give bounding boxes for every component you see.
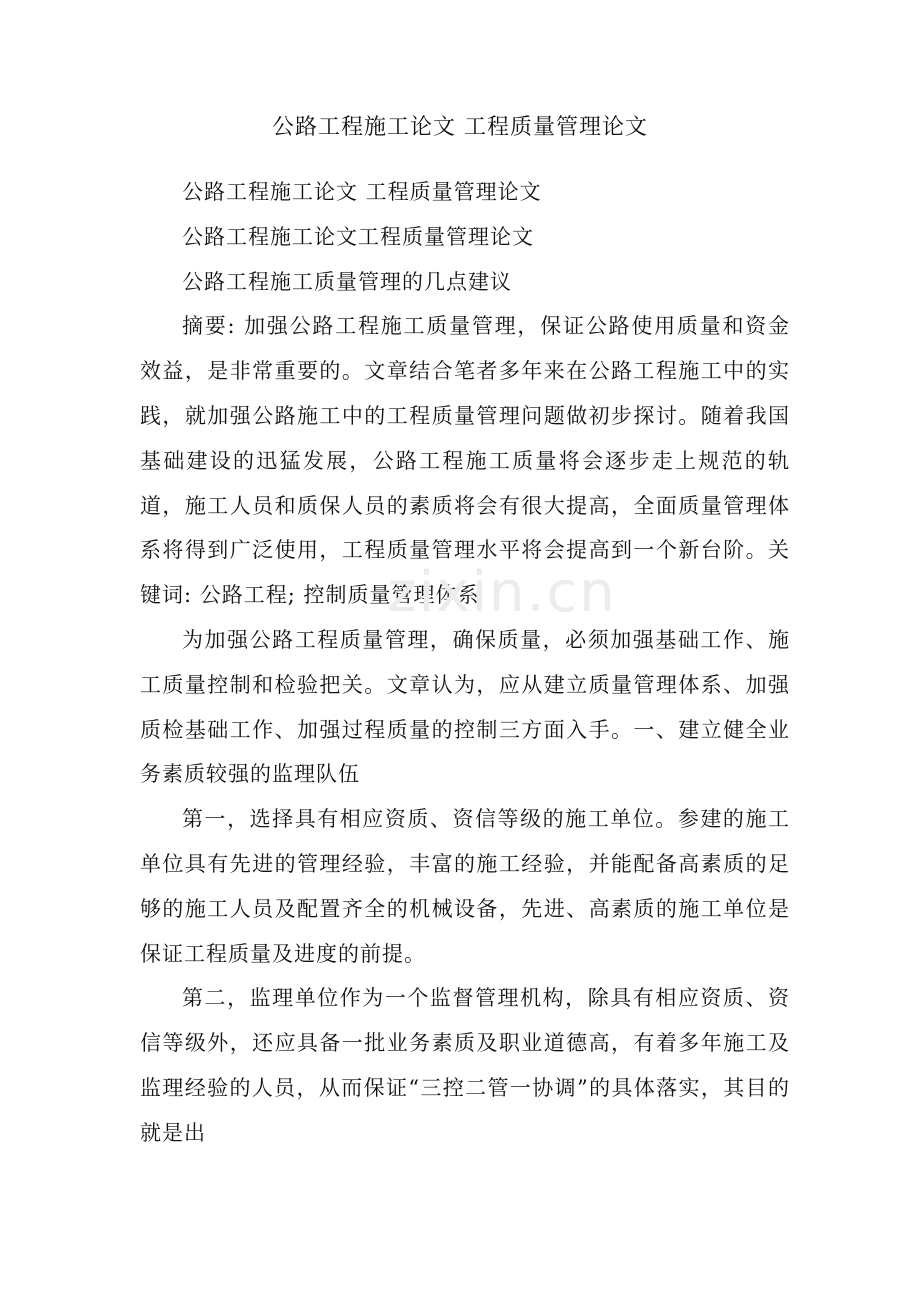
paragraph-3: 公路工程施工质量管理的几点建议 <box>182 269 512 294</box>
watermark: zixin.cn <box>387 560 617 625</box>
paragraph-5: 为加强公路工程质量管理，确保质量，必须加强基础工作、施工质量控制和检验把关。文章认为，应从建立质量管理体系、加强质检基础工作、加强过程质量的控制三方面入手。一、建立健全业务素质较强的监理队伍 <box>140 627 790 787</box>
paragraph-6: 第一，选择具有相应资质、资信等级的施工单位。参建的施工单位具有先进的管理经验，丰富的施工经验，并能配备高素质的足够的施工人员及配置齐全的机械设备，先进、高素质的施工单位是保证工程质量及进度的前提。 <box>140 807 790 966</box>
document-title: 公路工程施工论文 工程质量管理论文 <box>272 115 648 140</box>
paragraph-abstract: 摘要: 加强公路工程施工质量管理，保证公路使用质量和资金效益，是非常重要的。文章结合笔者多年来在公路工程施工中的实践，就加强公路施工中的工程质量管理问题做初步探讨。随着我国基础建设的迅猛发展，公路工程施工质量将会逐步走上规范的轨道，施工人员和质保人员的素质将会有很大提高，全面质量管理体系将得到广泛使用，工程质量管理水平将会提高到一个新台阶。关键词: 公路工程; 控制质量管理体系 <box>140 314 790 608</box>
document-body <box>140 170 790 1156</box>
paragraph-2: 公路工程施工论文工程质量管理论文 <box>182 224 534 249</box>
paragraph-7: 第二，监理单位作为一个监督管理机构，除具有相应资质、资信等级外，还应具备一批业务素质及职业道德高，有着多年施工及监理经验的人员，从而保证“三控二管一协调”的具体落实，其目的就是出 <box>140 986 790 1145</box>
paragraph-1: 公路工程施工论文 工程质量管理论文 <box>182 180 542 204</box>
